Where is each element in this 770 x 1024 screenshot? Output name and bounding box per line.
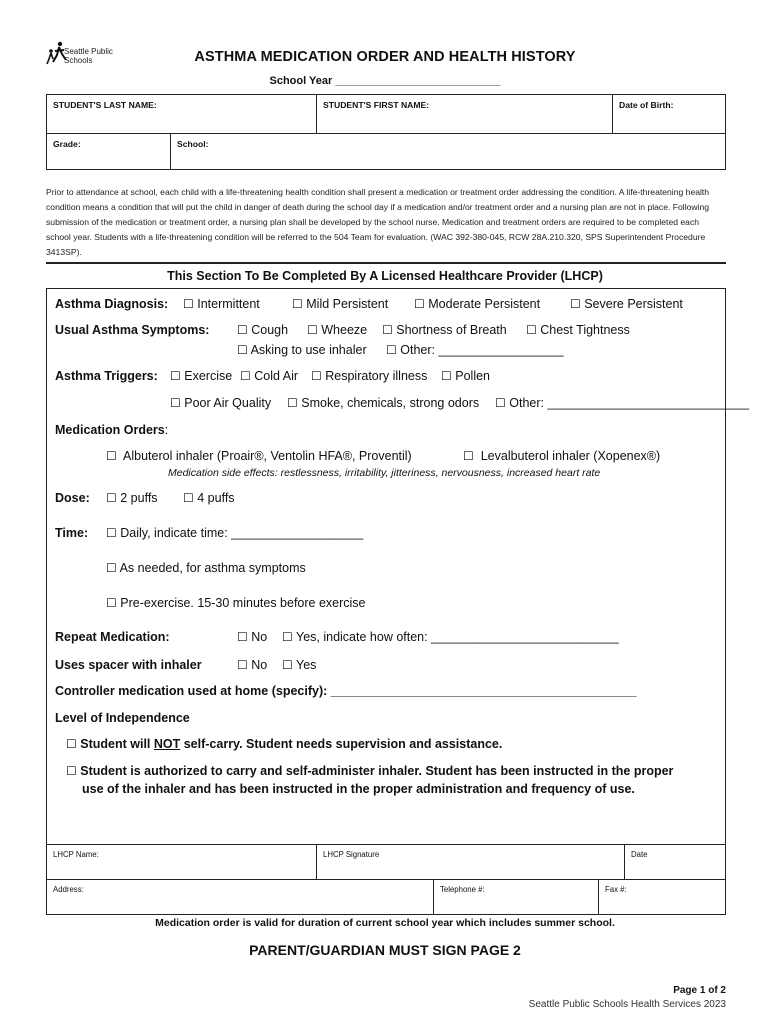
- lhcp-signature-label: LHCP Signature: [323, 850, 380, 859]
- independence-option-no-self-carry[interactable]: [66, 737, 502, 751]
- time-option-pre-exercise[interactable]: [106, 596, 366, 610]
- intro-paragraph: Prior to attendance at school, each child with a life-threatening health condition shall present a medication or treatment order addressing the condition. A life-threatening health condition means a condition that will put the child in danger of death during the school day if a medication and/or treatment order and a nursing plan are not in place. Following submission of the medication or treatment order, a nursing plan shall be developed by the school nurse. Medication and treatment orders are required to be completed each school year. Students with a life-threatening condition will be referred to the 504 Team for evaluation. (WAC 392-380-045, RCW 28A.210.320, SPS Superintendent Procedure 3413SP).: [46, 187, 710, 257]
- option-label: Moderate Persistent: [428, 297, 541, 311]
- school-label: School:: [177, 139, 209, 149]
- checkbox-icon: ☐: [414, 297, 425, 311]
- school-cell[interactable]: [170, 133, 726, 170]
- diagnosis-option-moderate[interactable]: [414, 297, 540, 311]
- symptoms-label: Usual Asthma Symptoms:: [55, 323, 210, 337]
- option-label: Poor Air Quality: [184, 396, 272, 410]
- lhcp-signature-cell[interactable]: [316, 844, 625, 880]
- section-title: This Section To Be Completed By A Licensed Healthcare Provider (LHCP): [167, 269, 603, 283]
- diagnosis-option-mild[interactable]: [292, 297, 388, 311]
- independence-option-self-carry[interactable]: [66, 764, 673, 778]
- option-label: 2 puffs: [120, 491, 158, 505]
- spacer-label: Uses spacer with inhaler: [55, 658, 202, 672]
- checkbox-icon: ☐: [237, 343, 248, 357]
- option-label: Other: _____________________________: [509, 396, 750, 410]
- student-first-name-cell[interactable]: [316, 94, 613, 134]
- option-label: Shortness of Breath: [396, 323, 507, 337]
- student-first-name-label: STUDENT'S FIRST NAME:: [323, 100, 430, 110]
- logo-text: Seattle Public Schools: [64, 47, 113, 65]
- option-label: Wheeze: [321, 323, 368, 337]
- checkbox-icon: ☐: [386, 343, 397, 357]
- option-label: No: [251, 658, 268, 672]
- option-label-not: NOT: [153, 737, 181, 751]
- footer-services: Seattle Public Schools Health Services 2023: [528, 999, 726, 1010]
- symptom-option-other[interactable]: [386, 343, 564, 357]
- option-label: Yes: [296, 658, 317, 672]
- trigger-option-cold-air[interactable]: [240, 369, 298, 383]
- symptom-option-shortness-of-breath[interactable]: [382, 323, 507, 337]
- repeat-option-no[interactable]: [237, 630, 267, 644]
- option-label: Severe Persistent: [584, 297, 683, 311]
- telephone-label: Telephone #:: [440, 885, 485, 894]
- medication-orders-colon: :: [164, 423, 169, 437]
- time-option-as-needed[interactable]: [106, 561, 306, 575]
- checkbox-icon: ☐: [282, 630, 293, 644]
- checkbox-icon: ☐: [170, 369, 181, 383]
- option-label: Levalbuterol inhaler (Xopenex®): [480, 449, 661, 463]
- medication-option-albuterol[interactable]: [106, 449, 412, 463]
- symptom-option-cough[interactable]: [237, 323, 288, 337]
- address-label: Address:: [53, 885, 84, 894]
- option-label: Intermittent: [197, 297, 260, 311]
- checkbox-icon: ☐: [106, 449, 117, 463]
- option-label: Respiratory illness: [325, 369, 428, 383]
- checkbox-icon: ☐: [237, 323, 248, 337]
- trigger-option-smoke[interactable]: [287, 396, 479, 410]
- fax-cell[interactable]: [598, 879, 726, 915]
- checkbox-icon: ☐: [170, 396, 181, 410]
- checkbox-icon: ☐: [66, 737, 77, 751]
- checkbox-icon: ☐: [287, 396, 298, 410]
- checkbox-icon: ☐: [183, 297, 194, 311]
- option-label: Mild Persistent: [306, 297, 389, 311]
- parent-sign-note: PARENT/GUARDIAN MUST SIGN PAGE 2: [249, 942, 521, 958]
- date-of-birth-label: Date of Birth:: [619, 100, 674, 110]
- lhcp-date-label: Date: [631, 850, 648, 859]
- checkbox-icon: ☐: [311, 369, 322, 383]
- symptom-option-wheeze[interactable]: [307, 323, 367, 337]
- page-title: ASTHMA MEDICATION ORDER AND HEALTH HISTORY: [194, 49, 576, 65]
- telephone-cell[interactable]: [433, 879, 599, 915]
- medication-side-effects: Medication side effects: restlessness, irritability, jitteriness, nervousness, increased heart rate: [168, 467, 601, 479]
- symptom-option-chest-tightness[interactable]: [526, 323, 630, 337]
- diagnosis-option-severe[interactable]: [570, 297, 683, 311]
- spacer-option-no[interactable]: [237, 658, 267, 672]
- validity-note: Medication order is valid for duration of current school year which includes summer school.: [155, 917, 615, 929]
- option-label: Chest Tightness: [540, 323, 630, 337]
- option-label: Exercise: [184, 369, 233, 383]
- dose-option-4-puffs[interactable]: [183, 491, 235, 505]
- address-cell[interactable]: [46, 879, 434, 915]
- checkbox-icon: ☐: [382, 323, 393, 337]
- checkbox-icon: ☐: [183, 491, 194, 505]
- checkbox-icon: ☐: [237, 630, 248, 644]
- dose-option-2-puffs[interactable]: [106, 491, 158, 505]
- trigger-option-pollen[interactable]: [441, 369, 490, 383]
- option-label: Albuterol inhaler (Proair®, Ventolin HFA®, Proventil): [123, 449, 412, 463]
- medication-orders-label: Medication Orders: [55, 423, 165, 437]
- option-label: Pre-exercise. 15-30 minutes before exercise: [120, 596, 366, 610]
- option-label: Asking to use inhaler: [250, 343, 367, 357]
- fax-label: Fax #:: [605, 885, 627, 894]
- lhcp-name-cell[interactable]: [46, 844, 317, 880]
- trigger-option-respiratory[interactable]: [311, 369, 427, 383]
- repeat-medication-label: Repeat Medication:: [55, 630, 170, 644]
- triggers-label: Asthma Triggers:: [55, 369, 158, 383]
- checkbox-icon: ☐: [441, 369, 452, 383]
- option-label: Other: __________________: [400, 343, 564, 357]
- checkbox-icon: ☐: [307, 323, 318, 337]
- checkbox-icon: ☐: [106, 526, 117, 540]
- time-option-daily[interactable]: [106, 526, 363, 540]
- checkbox-icon: ☐: [66, 764, 77, 778]
- trigger-option-air-quality[interactable]: [170, 396, 271, 410]
- checkbox-icon: ☐: [526, 323, 537, 337]
- checkbox-icon: ☐: [106, 596, 117, 610]
- option-label: As needed, for asthma symptoms: [119, 561, 306, 575]
- independence-option-self-carry-line2: use of the inhaler and has been instructed in the proper administration and frequency of use.: [82, 782, 635, 796]
- lhcp-name-label: LHCP Name:: [53, 850, 99, 859]
- option-label: No: [251, 630, 268, 644]
- grade-cell[interactable]: [46, 133, 171, 170]
- trigger-option-exercise[interactable]: [170, 369, 232, 383]
- medication-orders-heading: [55, 423, 168, 437]
- grade-label: Grade:: [53, 139, 81, 149]
- option-label-post: self-carry. Student needs supervision and assistance.: [180, 737, 503, 751]
- dose-label: Dose:: [55, 491, 90, 505]
- diagnosis-label: Asthma Diagnosis:: [55, 297, 169, 311]
- symptom-option-asking-inhaler[interactable]: [237, 343, 367, 357]
- option-label: Pollen: [455, 369, 490, 383]
- checkbox-icon: ☐: [463, 449, 474, 463]
- independence-label: Level of Independence: [55, 711, 190, 725]
- checkbox-icon: ☐: [237, 658, 248, 672]
- checkbox-icon: ☐: [106, 491, 117, 505]
- repeat-option-yes[interactable]: [282, 630, 619, 644]
- option-label-line1: Student is authorized to carry and self-administer inhaler. Student has been instructed in the proper: [80, 764, 674, 778]
- lhcp-date-cell[interactable]: [624, 844, 726, 880]
- option-label: Yes, indicate how often: ___________________________: [296, 630, 619, 644]
- checkbox-icon: ☐: [570, 297, 581, 311]
- student-last-name-cell[interactable]: [46, 94, 317, 134]
- option-label-pre: Student will: [80, 737, 154, 751]
- checkbox-icon: ☐: [495, 396, 506, 410]
- time-label: Time:: [55, 526, 89, 540]
- page-number: Page 1 of 2: [673, 985, 726, 996]
- student-last-name-label: STUDENT'S LAST NAME:: [53, 100, 157, 110]
- controller-medication-field[interactable]: Controller medication used at home (specify): ____________________________________________: [55, 684, 637, 698]
- checkbox-icon: ☐: [292, 297, 303, 311]
- diagnosis-option-intermittent[interactable]: [183, 297, 260, 311]
- checkbox-icon: ☐: [106, 561, 117, 575]
- option-label: Daily, indicate time: ___________________: [120, 526, 364, 540]
- option-label: Cough: [251, 323, 289, 337]
- spacer-option-yes[interactable]: [282, 658, 316, 672]
- checkbox-icon: ☐: [282, 658, 293, 672]
- option-label: Smoke, chemicals, strong odors: [301, 396, 480, 410]
- date-of-birth-cell[interactable]: [612, 94, 726, 134]
- option-label: Cold Air: [254, 369, 299, 383]
- section-divider: [46, 262, 726, 264]
- checkbox-icon: ☐: [240, 369, 251, 383]
- trigger-option-other[interactable]: [495, 396, 749, 410]
- school-year-field[interactable]: School Year ___________________________: [269, 75, 501, 87]
- medication-option-levalbuterol[interactable]: [463, 449, 660, 463]
- option-label: 4 puffs: [197, 491, 235, 505]
